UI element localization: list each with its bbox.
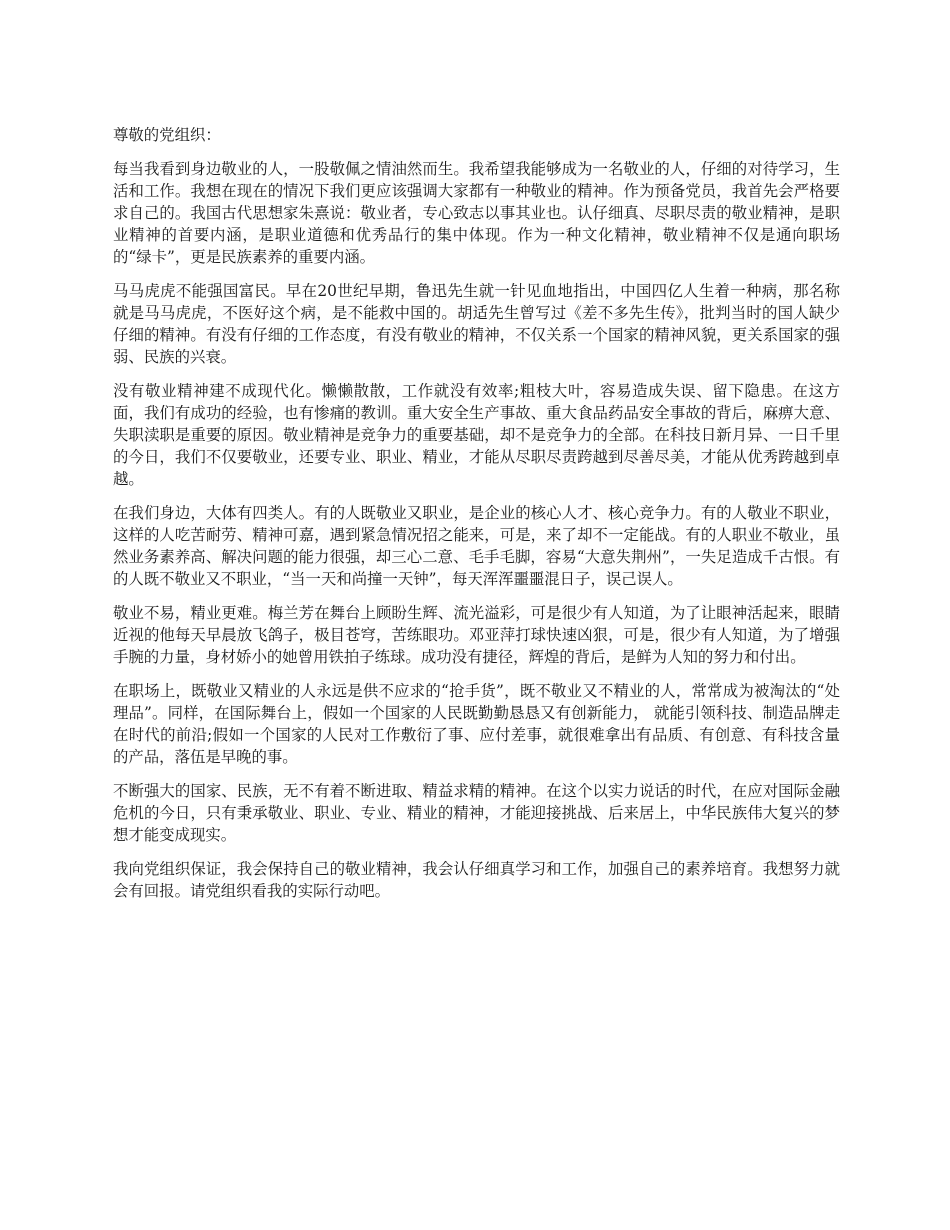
paragraph-6: 在职场上，既敬业又精业的人永远是供不应求的“抢手货”，既不敬业又不精业的人，常常成为被淘汰的“处理品”。同样，在国际舞台上，假如一个国家的人民既勤勤恳恳又有创新能力， 就能引领科技、制造品牌走在时代的前沿;假如一个国家的人民对工作敷衍了事、应付差事，就很难拿出有品质、有创意、有科技含量的产品，落伍是早晚的事。 bbox=[113, 682, 840, 766]
paragraph-4: 在我们身边，大体有四类人。有的人既敬业又职业，是企业的核心人才、核心竞争力。有的人敬业不职业，这样的人吃苦耐劳、精神可嘉，遇到紧急情况招之能来，可是，来了却不一定能战。有的人职业不敬业，虽然业务素养高、解决问题的能力很强，却三心二意、毛手毛脚，容易“大意失荆州”，一失足造成千古恨。有的人既不敬业又不职业，“当一天和尚撞一天钟”，每天浑浑噩噩混日子，误己误人。 bbox=[113, 504, 840, 588]
paragraph-8: 我向党组织保证，我会保持自己的敬业精神，我会认仔细真学习和工作，加强自己的素养培育。我想努力就会有回报。请党组织看我的实际行动吧。 bbox=[113, 860, 840, 900]
document-page bbox=[113, 124, 840, 914]
paragraph-3: 没有敬业精神建不成现代化。懒懒散散，工作就没有效率;粗枝大叶，容易造成失误、留下隐患。在这方面，我们有成功的经验，也有惨痛的教训。重大安全生产事故、重大食品药品安全事故的背后，麻痹大意、失职渎职是重要的原因。敬业精神是竞争力的重要基础，却不是竞争力的全部。在科技日新月异、一日千里的今日，我们不仅要敬业，还要专业、职业、精业，才能从尽职尽责跨越到尽善尽美，才能从优秀跨越到卓越。 bbox=[113, 382, 840, 488]
letter-greeting: 尊敬的党组织： bbox=[113, 126, 221, 144]
paragraph-1: 每当我看到身边敬业的人，一股敬佩之情油然而生。我希望我能够成为一名敬业的人，仔细的对待学习，生活和工作。我想在现在的情况下我们更应该强调大家都有一种敬业的精神。作为预备党员，我首先会严格要求自己的。我国古代思想家朱熹说：敬业者，专心致志以事其业也。认仔细真、尽职尽责的敬业精神，是职业精神的首要内涵，是职业道德和优秀品行的集中体现。作为一种文化精神，敬业精神不仅是通向职场的“绿卡”，更是民族素养的重要内涵。 bbox=[113, 160, 840, 266]
paragraph-5: 敬业不易，精业更难。梅兰芳在舞台上顾盼生辉、流光溢彩，可是很少有人知道，为了让眼神活起来，眼睛近视的他每天早晨放飞鸽子，极目苍穹，苦练眼功。邓亚萍打球快速凶狠，可是，很少有人知道，为了增强手腕的力量，身材娇小的她曾用铁拍子练球。成功没有捷径，辉煌的背后，是鲜为人知的努力和付出。 bbox=[113, 604, 840, 666]
paragraph-7: 不断强大的国家、民族，无不有着不断进取、精益求精的精神。在这个以实力说话的时代，在应对国际金融危机的今日，只有秉承敬业、职业、专业、精业的精神，才能迎接挑战、后来居上，中华民族伟大复兴的梦想才能变成现实。 bbox=[113, 782, 840, 844]
paragraph-2: 马马虎虎不能强国富民。早在20世纪早期，鲁迅先生就一针见血地指出，中国四亿人生着一种病，那名称就是马马虎虎，不医好这个病，是不能救中国的。胡适先生曾写过《差不多先生传》，批判当时的国人缺少仔细的精神。有没有仔细的工作态度，有没有敬业的精神，不仅关系一个国家的精神风貌，更关系国家的强弱、民族的兴衰。 bbox=[113, 282, 840, 366]
